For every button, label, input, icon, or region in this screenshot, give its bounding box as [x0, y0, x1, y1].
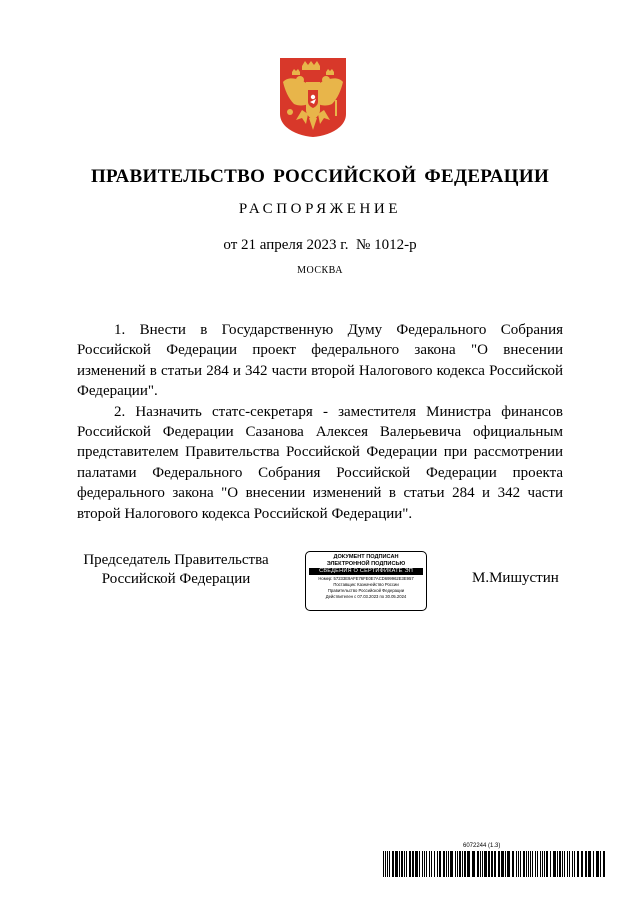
document-type: РАСПОРЯЖЕНИЕ — [238, 201, 402, 217]
barcode-bar — [498, 851, 500, 877]
barcode-bar — [550, 851, 551, 877]
document-city: МОСКВА — [297, 265, 343, 276]
barcode-bar — [600, 851, 601, 877]
barcode-bar — [523, 851, 525, 877]
stamp-certificate-number: Номер: 57233E9AFE76FE0E7ACD699962E3E957 — [318, 576, 414, 582]
body-paragraph-2: 2. Назначить статс-секретаря - заместителя Министра финансов Российской Федерации Сазанова Алексея Валерьевича официальным представителем Правительства Российской Федерации при рассмотрении палатами Федерального Собрания Российской Федерации проекта федерального закона "О внесении изменений в статьи 284 и 342 части второй Налогового кодекса Российской Федерации". — [77, 403, 563, 522]
barcode-bar — [596, 851, 599, 877]
barcode-bar — [450, 851, 453, 877]
barcode-bar — [443, 851, 445, 877]
barcode-bar — [472, 851, 475, 877]
barcode-bar — [392, 851, 394, 877]
barcode-bar — [446, 851, 447, 877]
stamp-line1: ДОКУМЕНТ ПОДПИСАН — [333, 554, 399, 560]
barcode-bar — [546, 851, 548, 877]
stamp-line2: ЭЛЕКТРОННОЙ ПОДПИСЬЮ — [326, 560, 406, 567]
body-paragraph-1: 1. Внести в Государственную Думу Федерального Собрания Российской Федерации проект федерального закона "О внесении изменений в статьи 284 и 342 части второй Налогового кодекса Российской Федерации". — [77, 322, 563, 400]
barcode-bar — [464, 851, 466, 877]
barcode-bar — [437, 851, 438, 877]
barcode-bar — [553, 851, 556, 877]
barcode-bar — [518, 851, 519, 877]
barcode-bar — [505, 851, 506, 877]
barcode-bar — [431, 851, 432, 877]
barcode-bar — [569, 851, 570, 877]
barcode-bar — [419, 851, 420, 877]
barcode-bar — [439, 851, 441, 877]
document-date: от 21 апреля 2023 г. — [223, 237, 349, 253]
barcode-bar — [564, 851, 565, 877]
barcode-bar — [491, 851, 493, 877]
barcode-bar — [426, 851, 427, 877]
barcode-bar — [535, 851, 536, 877]
stamp-issuer: Поставщик: Казначейство России — [333, 582, 399, 588]
russian-coat-of-arms-icon — [278, 56, 348, 138]
barcode-bar — [559, 851, 561, 877]
barcode-bar — [520, 851, 521, 877]
government-title: ПРАВИТЕЛЬСТВО РОССИЙСКОЙ ФЕДЕРАЦИИ — [90, 166, 550, 187]
barcode-bar — [455, 851, 456, 877]
barcode-bar — [459, 851, 461, 877]
signer-name: М.Мишустин — [472, 570, 559, 586]
stamp-owner: Правительство Российской Федерации — [327, 588, 405, 594]
barcode-bar — [585, 851, 587, 877]
barcode-bar — [567, 851, 568, 877]
barcode-bar — [448, 851, 449, 877]
barcode-bar — [434, 851, 435, 877]
barcode-bar — [593, 851, 594, 877]
barcode-bar — [412, 851, 414, 877]
barcode-bar — [528, 851, 529, 877]
barcode-label: 6072244 (1.3) — [463, 843, 501, 849]
signer-position-line1: Председатель Правительства — [83, 552, 269, 568]
barcode-bar — [424, 851, 425, 877]
document-date-line — [0, 237, 640, 254]
barcode-bar — [572, 851, 573, 877]
barcode-bar — [501, 851, 504, 877]
barcode-bar — [457, 851, 458, 877]
barcode-bar — [544, 851, 545, 877]
barcode-bar — [562, 851, 563, 877]
barcode-bar — [387, 851, 388, 877]
barcode-bar — [429, 851, 430, 877]
barcode-bar — [588, 851, 591, 877]
barcode-bar — [467, 851, 470, 877]
document-number: № 1012-р — [356, 237, 417, 253]
electronic-signature-stamp — [305, 551, 427, 611]
barcode-bar — [395, 851, 398, 877]
barcode-bar — [404, 851, 405, 877]
barcode-bar — [383, 851, 384, 877]
barcode-bar — [385, 851, 386, 877]
barcode-bar — [409, 851, 411, 877]
barcode-bar — [532, 851, 533, 877]
barcode-bar — [462, 851, 463, 877]
stamp-header-bar: СВЕДЕНИЯ О СЕРТИФИКАТЕ ЭП — [309, 568, 423, 575]
barcode-bar — [389, 851, 390, 877]
barcode-bar — [530, 851, 531, 877]
signer-position-line2: Российской Федерации — [101, 571, 251, 587]
barcode-bar — [482, 851, 483, 877]
barcode-bar — [512, 851, 514, 877]
barcode-icon — [383, 851, 605, 877]
barcode-bar — [422, 851, 423, 877]
barcode-bar — [477, 851, 479, 877]
barcode-bar — [537, 851, 538, 877]
barcode-bar — [480, 851, 481, 877]
barcode-bar — [484, 851, 487, 877]
barcode-bar — [577, 851, 579, 877]
barcode-bar — [494, 851, 496, 877]
barcode-bar — [574, 851, 575, 877]
barcode-bar — [415, 851, 418, 877]
barcode-bar — [557, 851, 558, 877]
barcode-bar — [516, 851, 517, 877]
barcode-bar — [540, 851, 541, 877]
barcode-bar — [488, 851, 490, 877]
stamp-validity: Действителен с 07.03.2023 по 30.05.2024 — [325, 594, 407, 600]
barcode-bar — [406, 851, 407, 877]
barcode-bar — [581, 851, 583, 877]
barcode-bar — [526, 851, 527, 877]
barcode-bar — [542, 851, 543, 877]
barcode-bar — [399, 851, 400, 877]
barcode-bar — [401, 851, 403, 877]
signer-position — [76, 551, 276, 589]
barcode-bar — [507, 851, 510, 877]
document-body — [77, 320, 563, 524]
barcode-bar — [603, 851, 605, 877]
